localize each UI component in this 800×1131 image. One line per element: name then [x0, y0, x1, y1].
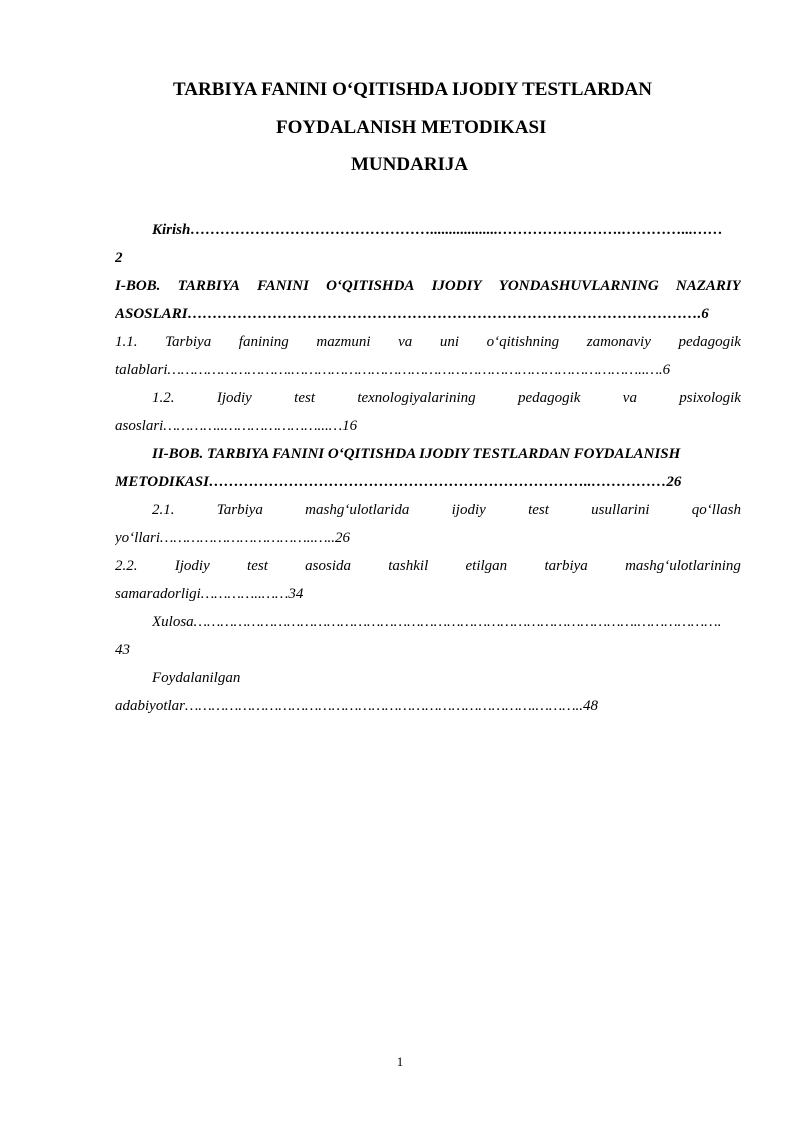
toc-word: TARBIYA: [177, 278, 240, 294]
toc-section-1-2-line1: [152, 389, 741, 407]
toc-adabiyotlar-line1: Foydalanilgan: [152, 670, 241, 686]
toc-word: test: [294, 390, 315, 406]
toc-section-2-2-line1: [115, 557, 741, 575]
toc-word: O‘QITISHDA: [326, 278, 415, 294]
toc-section-1-2-line2: asoslari…………..…………………...…16: [115, 418, 358, 434]
toc-word: va: [622, 390, 637, 406]
toc-bob2-line2: METODIKASI…………………………………………………………………..……………26: [115, 474, 682, 490]
toc-word: zamonaviy: [586, 334, 651, 350]
toc-word: va: [398, 334, 413, 350]
toc-word: pedagogik: [517, 390, 581, 406]
toc-kirish: Kirish…………………………………………..................…………………….…………...……: [152, 222, 723, 238]
toc-word: FANINI: [256, 278, 309, 294]
toc-word: 2.1.: [152, 502, 175, 518]
toc-word: qo‘llash: [691, 502, 741, 518]
toc-word: NAZARIY: [675, 278, 741, 294]
toc-word: 1.1.: [115, 334, 138, 350]
toc-word: Tarbiya: [216, 502, 263, 518]
toc-bob1-line1: [115, 277, 741, 295]
toc-word: texnologiyalarining: [357, 390, 476, 406]
toc-adabiyotlar-line2: adabiyotlar…………………………………………………………………….………..48: [115, 698, 599, 714]
toc-word: tashkil: [388, 558, 429, 574]
toc-word: IJODIY: [431, 278, 482, 294]
toc-word: test: [528, 502, 549, 518]
toc-word: uni: [439, 334, 460, 350]
toc-word: YONDASHUVLARNING: [498, 278, 659, 294]
toc-word: mashg‘ulotlarida: [305, 502, 410, 518]
toc-word: 2.2.: [115, 558, 138, 574]
toc-word: test: [247, 558, 268, 574]
toc-word: usullarini: [591, 502, 650, 518]
toc-word: o‘qitishning: [486, 334, 560, 350]
toc-section-1-1-line2: talablari……………………….……………………………………………………………………..….6: [115, 362, 671, 378]
toc-bob2-line1: II-BOB. TARBIYA FANINI O‘QITISHDA IJODIY TESTLARDAN FOYDALANISH: [152, 446, 681, 462]
toc-word: pedagogik: [678, 334, 741, 350]
toc-word: Ijodiy: [216, 390, 252, 406]
toc-word: tarbiya: [544, 558, 588, 574]
toc-section-2-2-line2: samaradorligi…………..……34: [115, 586, 304, 602]
document-title-line-2: FOYDALANISH METODIKASI: [276, 117, 547, 138]
toc-xulosa-page: 43: [115, 642, 130, 658]
toc-word: Tarbiya: [165, 334, 212, 350]
toc-word: etilgan: [465, 558, 508, 574]
page-number: 1: [396, 1054, 404, 1069]
toc-bob1-line2: ASOSLARI………………………………………………………………………………………….6: [115, 306, 709, 322]
toc-kirish-page: 2: [115, 250, 123, 266]
contents-heading: MUNDARIJA: [351, 154, 469, 175]
toc-word: I-BOB.: [115, 278, 161, 294]
document-title-line-1: TARBIYA FANINI O‘QITISHDA IJODIY TESTLARDAN: [173, 79, 652, 100]
toc-section-1-1-line1: [115, 333, 741, 351]
toc-xulosa: Xulosa……………………………………………………………………………………….……………….: [152, 614, 722, 630]
toc-word: ijodiy: [451, 502, 486, 518]
toc-section-2-1-line2: yo‘llari……………………………..…..26: [115, 530, 351, 546]
toc-word: asosida: [305, 558, 351, 574]
toc-word: Ijodiy: [174, 558, 210, 574]
toc-section-2-1-line1: [152, 501, 741, 519]
toc-word: mazmuni: [316, 334, 371, 350]
toc-word: psixologik: [679, 390, 741, 406]
toc-word: 1.2.: [152, 390, 175, 406]
toc-word: mashg‘ulotlarining: [625, 558, 741, 574]
toc-word: fanining: [238, 334, 289, 350]
